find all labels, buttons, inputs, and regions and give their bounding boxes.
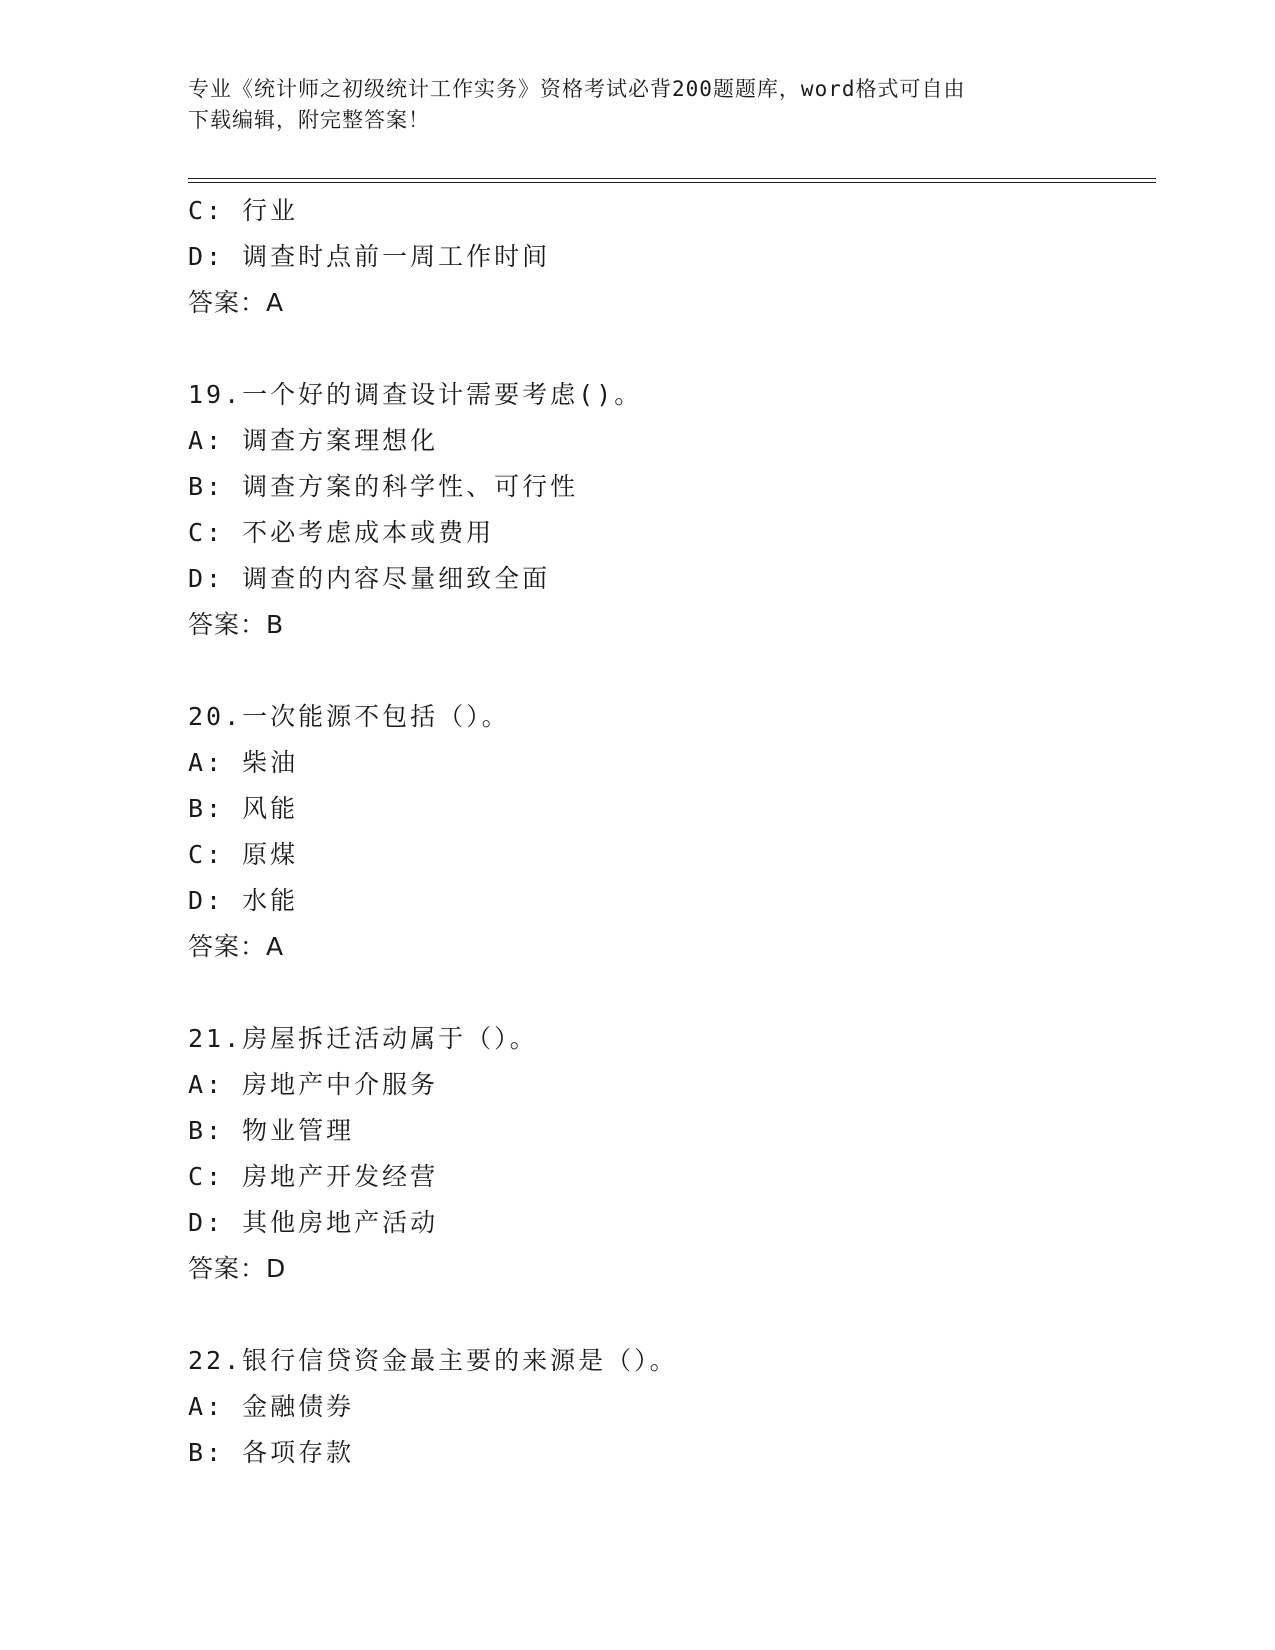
question-list	[188, 188, 1156, 1476]
option-d: D: 调查时点前一周工作时间	[188, 242, 551, 271]
answer-line: 答案：D	[188, 1254, 287, 1283]
option-a: A: 房地产中介服务	[188, 1070, 439, 1099]
option-d: D: 其他房地产活动	[188, 1208, 439, 1237]
option-a: A: 调查方案理想化	[188, 426, 439, 455]
option-a: A: 金融债券	[188, 1392, 355, 1421]
question-block-partial	[188, 188, 1156, 326]
question-text: 20.一次能源不包括（）。	[188, 702, 510, 731]
question-text: 21.房屋拆迁活动属于（）。	[188, 1024, 538, 1053]
question-block	[188, 694, 1156, 970]
option-d: D: 调查的内容尽量细致全面	[188, 564, 551, 593]
option-b: B: 物业管理	[188, 1116, 355, 1145]
answer-line: 答案：B	[188, 610, 285, 639]
header-title-line-1: 专业《统计师之初级统计工作实务》资格考试必背200题题库，word格式可自由	[188, 77, 966, 101]
question-block	[188, 372, 1156, 648]
option-c: C: 房地产开发经营	[188, 1162, 439, 1191]
option-c: C: 原煤	[188, 840, 299, 869]
question-text: 22.银行信贷资金最主要的来源是（）。	[188, 1346, 678, 1375]
option-a: A: 柴油	[188, 748, 299, 777]
answer-line: 答案：A	[188, 932, 285, 961]
document-header	[188, 74, 1088, 136]
option-b: B: 各项存款	[188, 1438, 355, 1467]
question-block	[188, 1338, 1156, 1476]
option-c: C: 行业	[188, 196, 299, 225]
option-d: D: 水能	[188, 886, 299, 915]
spacer	[188, 1292, 1156, 1338]
spacer	[188, 326, 1156, 372]
spacer	[188, 970, 1156, 1016]
answer-line: 答案：A	[188, 288, 285, 317]
question-text: 19.一个好的调查设计需要考虑()。	[188, 380, 643, 409]
option-b: B: 调查方案的科学性、可行性	[188, 472, 579, 501]
question-block	[188, 1016, 1156, 1292]
header-divider	[188, 178, 1156, 183]
option-b: B: 风能	[188, 794, 299, 823]
spacer	[188, 648, 1156, 694]
option-c: C: 不必考虑成本或费用	[188, 518, 495, 547]
header-title-line-2: 下载编辑，附完整答案！	[188, 108, 430, 132]
